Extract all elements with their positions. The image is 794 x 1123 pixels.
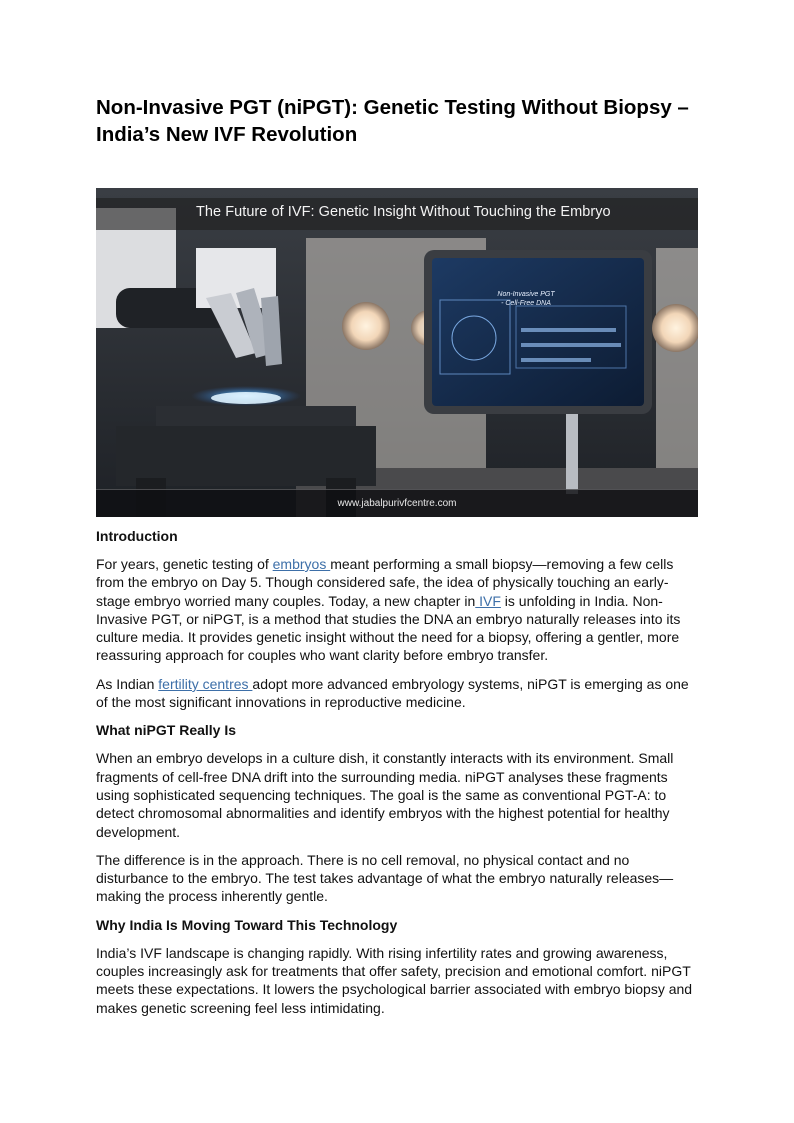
what-heading: What niPGT Really Is <box>96 722 237 739</box>
why-paragraph-1: India’s IVF landscape is changing rapidly. With rising infertility rates and growing awareness, couples increasingly ask for treatments that offer safety, precision and emotional comfort. niPGT meets these expectations. It lowers the psychological barrier associated with embryo biopsy and makes genetic screening feel less intimidating. <box>96 944 693 1016</box>
intro-p1-text-b: meant performing a small biopsy—removing a few cells from the embryo on Day 5. Though considered safe, the idea of physically touching an early-stage embryo worried many couples. Today, a new chapter in <box>96 556 674 609</box>
hero-image <box>96 188 698 517</box>
screen-title-line-2: - Cell-Free DNA <box>501 300 551 307</box>
intro-p2-text-a: As Indian <box>96 675 159 692</box>
hero-banner-text: The Future of IVF: Genetic Insight Without Touching the Embryo <box>196 204 611 220</box>
intro-paragraph-2 <box>96 675 700 712</box>
hero-url: www.jabalpurivfcentre.com <box>337 498 457 509</box>
intro-p1-text-a: For years, genetic testing of <box>96 556 273 572</box>
embryos-link[interactable]: embryos <box>272 556 331 572</box>
article-body <box>96 527 700 1027</box>
intro-heading: Introduction <box>96 528 178 544</box>
intro-p1-text-c: is unfolding in India. Non-Invasive PGT, or niPGT, is a method that studies the DNA an embryo naturally releases into its culture media. It provides genetic insight without the need for a biopsy, offering a gentler, more reassuring approach for couples who want clarity before embryo transfer. <box>96 592 681 664</box>
what-paragraph-2: The difference is in the approach. There is no cell removal, no physical contact and no disturbance to the embryo. The test takes advantage of what the embryo naturally releases—making the process inherently gentle. <box>96 851 674 905</box>
lab-illustration <box>96 188 698 517</box>
ivf-link[interactable]: IVF <box>475 592 501 609</box>
fertility-centres-link[interactable]: fertility centres <box>158 675 253 692</box>
why-heading: Why India Is Moving Toward This Technology <box>96 916 398 933</box>
what-paragraph-1: When an embryo develops in a culture dish, it constantly interacts with its environment. Small fragments of cell-free DNA drift into the surrounding media. niPGT analyses these fragments using sophisticated sequencing techniques. The goal is the same as conventional PGT-A: to detect chromosomal abnormalities and identify embryos with the highest potential for healthy development. <box>96 750 674 840</box>
intro-paragraph-1 <box>96 555 700 665</box>
screen-title-line-1: Non-Invasive PGT <box>497 291 555 298</box>
intro-p2-text-b: adopt more advanced embryology systems, niPGT is emerging as one of the most significant innovations in reproductive medicine. <box>96 675 689 711</box>
article-title: Non-Invasive PGT (niPGT): Genetic Testing Without Biopsy – India’s New IVF Revolution <box>96 96 689 146</box>
